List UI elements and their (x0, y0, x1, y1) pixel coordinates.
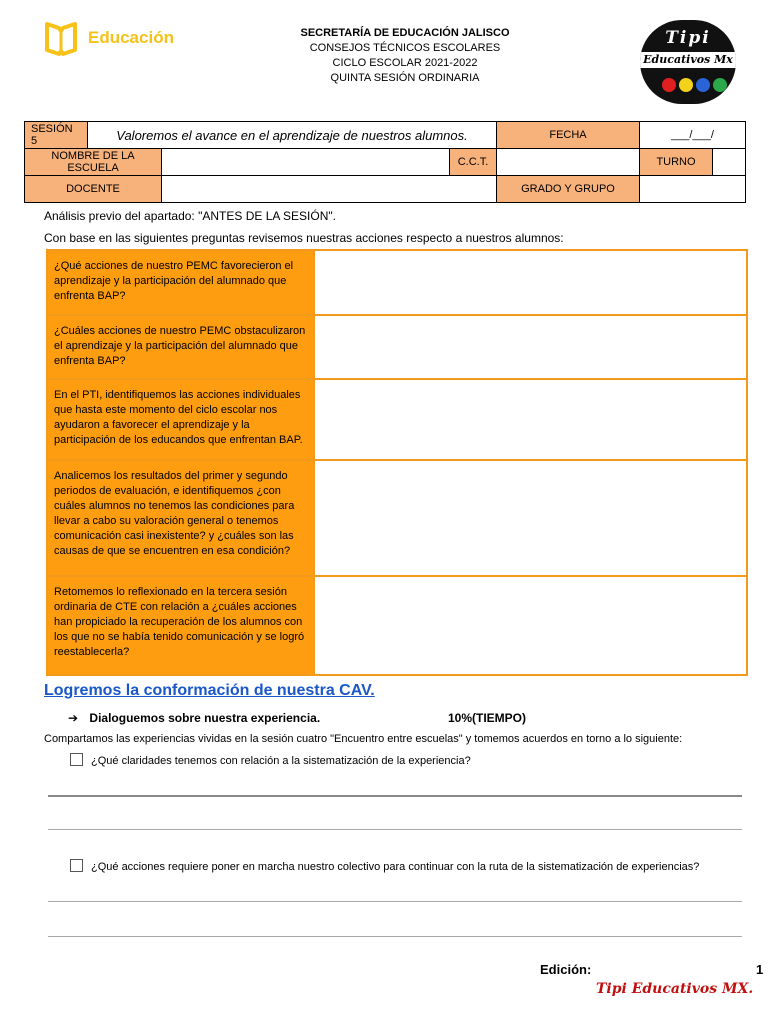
cct-field[interactable] (497, 149, 640, 176)
footer-watermark: Tipi Educativos MX. (596, 981, 754, 997)
checklist-item-2[interactable] (70, 859, 699, 873)
grado-grupo-field[interactable] (640, 176, 746, 203)
arrow-icon: ➔ (68, 711, 79, 725)
questions-table (46, 249, 748, 676)
session-info-table (24, 121, 746, 203)
answer-line[interactable] (48, 936, 742, 937)
logo-text: Educación (88, 28, 174, 47)
checklist-item-1[interactable] (70, 753, 471, 767)
turno-field[interactable] (713, 149, 746, 176)
answer-3-field[interactable] (314, 379, 747, 460)
document-header (250, 26, 560, 86)
book-icon (44, 20, 78, 56)
answer-line[interactable] (48, 795, 742, 797)
youtube-icon (662, 78, 676, 92)
session-label: SESIÓN 5 (25, 122, 88, 149)
question-2: ¿Cuáles acciones de nuestro PEMC obstaculizaron el aprendizaje y la participación del alumnado que enfrenta BAP? (47, 315, 314, 379)
header-ciclo: CICLO ESCOLAR 2021-2022 (332, 57, 478, 69)
question-5: Retomemos lo reflexionado en la tercera sesión ordinaria de CTE con relación a ¿cuáles acciones han propiciado la recuperación de los alumnos con los que no se había tenido comunicación y se logró reestablecerla? (47, 576, 314, 675)
fecha-label: FECHA (497, 122, 640, 149)
cct-label: C.C.T. (450, 149, 497, 176)
checkbox-2[interactable] (70, 859, 83, 872)
facebook-icon (696, 78, 710, 92)
answer-line[interactable] (48, 829, 742, 830)
checklist-text-1: ¿Qué claridades tenemos con relación a la sistematización de la experiencia? (91, 755, 471, 767)
docente-field[interactable] (162, 176, 497, 203)
education-logo (44, 18, 224, 58)
leaf-icon (713, 78, 727, 92)
school-name-label: NOMBRE DE LA ESCUELA (25, 149, 162, 176)
session-title: Valoremos el avance en el aprendizaje de nuestros alumnos. (88, 122, 497, 149)
checklist-text-2: ¿Qué acciones requiere poner en marcha nuestro colectivo para continuar con la ruta de la sistematización de experiencias? (91, 861, 700, 873)
bullet-time: 10%(TIEMPO) (448, 711, 527, 725)
badge-bottom-text: Educativos Mx (640, 52, 736, 68)
bitmoji-icon (679, 78, 693, 92)
answer-4-field[interactable] (314, 460, 747, 576)
social-icons (662, 78, 727, 92)
intro-line-1: Análisis previo del apartado: "ANTES DE LA SESIÓN". (44, 209, 336, 223)
answer-5-field[interactable] (314, 576, 747, 675)
question-3: En el PTI, identifiquemos las acciones individuales que hasta este momento del ciclo escolar nos ayudaron a favorecer el aprendizaje y la participación de los educandos que enfrentan BAP. (47, 379, 314, 460)
header-consejos: CONSEJOS TÉCNICOS ESCOLARES (309, 42, 501, 54)
fecha-field[interactable]: ___/___/ (640, 122, 746, 149)
checkbox-1[interactable] (70, 753, 83, 766)
answer-1-field[interactable] (314, 250, 747, 315)
header-secretaria: SECRETARÍA DE EDUCACIÓN JALISCO (300, 27, 510, 39)
question-4: Analicemos los resultados del primer y segundo periodos de evaluación, e identifiquemos ¿con cuáles alumnos no tenemos las condiciones para llevar a cabo su valoración general o tenemos comunicación casi inexistente? y ¿cuáles son las causas de que se encuentren en esa condición? (47, 460, 314, 576)
section-intro: Compartamos las experiencias vividas en la sesión cuatro "Encuentro entre escuelas" y tomemos acuerdos en torno a lo siguiente: (44, 733, 683, 745)
page-number: 1 (756, 962, 764, 977)
answer-line[interactable] (48, 901, 742, 902)
answer-2-field[interactable] (314, 315, 747, 379)
section-heading-link[interactable]: Logremos la conformación de nuestra CAV. (44, 682, 375, 699)
tipi-badge-logo (640, 20, 736, 104)
turno-label: TURNO (640, 149, 713, 176)
question-1: ¿Qué acciones de nuestro PEMC favorecieron el aprendizaje y la participación del alumnado que enfrenta BAP? (47, 250, 314, 315)
bullet-dialoguemos (68, 711, 527, 725)
header-sesion: QUINTA SESIÓN ORDINARIA (330, 72, 480, 84)
docente-label: DOCENTE (25, 176, 162, 203)
badge-top-text: Tipi (665, 28, 711, 48)
intro-line-2: Con base en las siguientes preguntas revisemos nuestras acciones respecto a nuestros alumnos: (44, 231, 564, 245)
footer-edicion: Edición: (540, 962, 592, 977)
bullet-text: Dialoguemos sobre nuestra experiencia. (89, 711, 321, 725)
grado-grupo-label: GRADO Y GRUPO (497, 176, 640, 203)
school-name-field[interactable] (162, 149, 450, 176)
